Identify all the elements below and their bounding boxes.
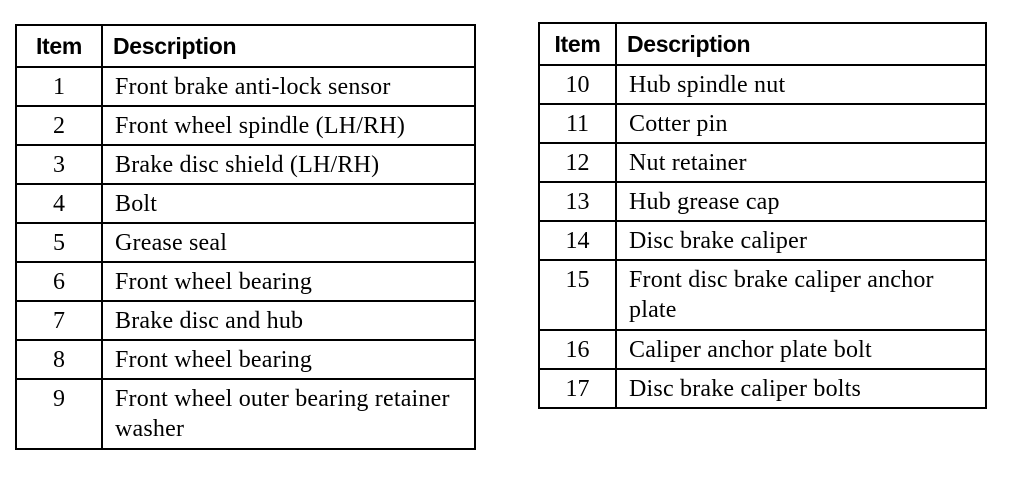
item-number: 15 <box>539 260 616 330</box>
parts-table-right <box>538 22 987 409</box>
item-description: Brake disc shield (LH/RH) <box>102 145 475 184</box>
table-row <box>16 145 475 184</box>
item-description: Front disc brake caliper anchor plate <box>616 260 986 330</box>
item-description: Bolt <box>102 184 475 223</box>
table-row <box>16 301 475 340</box>
item-description: Front wheel bearing <box>102 340 475 379</box>
item-number: 8 <box>16 340 102 379</box>
table-row <box>16 340 475 379</box>
table-row <box>539 330 986 369</box>
table-row <box>539 260 986 330</box>
table-row <box>16 67 475 106</box>
item-number: 4 <box>16 184 102 223</box>
item-description: Hub grease cap <box>616 182 986 221</box>
item-number: 12 <box>539 143 616 182</box>
item-column-header: Item <box>539 23 616 65</box>
table-row <box>16 223 475 262</box>
item-number: 14 <box>539 221 616 260</box>
header-row <box>539 23 986 65</box>
table-row <box>539 182 986 221</box>
item-description: Grease seal <box>102 223 475 262</box>
table-row <box>539 104 986 143</box>
item-number: 3 <box>16 145 102 184</box>
parts-table-left <box>15 24 476 450</box>
item-number: 6 <box>16 262 102 301</box>
item-number: 16 <box>539 330 616 369</box>
item-description: Cotter pin <box>616 104 986 143</box>
item-description: Disc brake caliper <box>616 221 986 260</box>
table-row <box>16 379 475 449</box>
item-description: Front brake anti-lock sensor <box>102 67 475 106</box>
description-column-header: Description <box>102 25 475 67</box>
item-column-header: Item <box>16 25 102 67</box>
item-description: Caliper anchor plate bolt <box>616 330 986 369</box>
item-description: Front wheel outer bearing retainer washer <box>102 379 475 449</box>
table-row <box>539 369 986 408</box>
item-description: Disc brake caliper bolts <box>616 369 986 408</box>
table-row <box>539 143 986 182</box>
item-number: 13 <box>539 182 616 221</box>
item-number: 17 <box>539 369 616 408</box>
table-row <box>539 65 986 104</box>
item-number: 5 <box>16 223 102 262</box>
table-row <box>16 106 475 145</box>
item-number: 9 <box>16 379 102 449</box>
item-number: 1 <box>16 67 102 106</box>
table-row <box>539 221 986 260</box>
item-number: 7 <box>16 301 102 340</box>
item-description: Hub spindle nut <box>616 65 986 104</box>
item-description: Front wheel spindle (LH/RH) <box>102 106 475 145</box>
item-number: 11 <box>539 104 616 143</box>
item-number: 2 <box>16 106 102 145</box>
item-description: Front wheel bearing <box>102 262 475 301</box>
table-row <box>16 184 475 223</box>
table-row <box>16 262 475 301</box>
header-row <box>16 25 475 67</box>
item-description: Brake disc and hub <box>102 301 475 340</box>
description-column-header: Description <box>616 23 986 65</box>
item-number: 10 <box>539 65 616 104</box>
item-description: Nut retainer <box>616 143 986 182</box>
